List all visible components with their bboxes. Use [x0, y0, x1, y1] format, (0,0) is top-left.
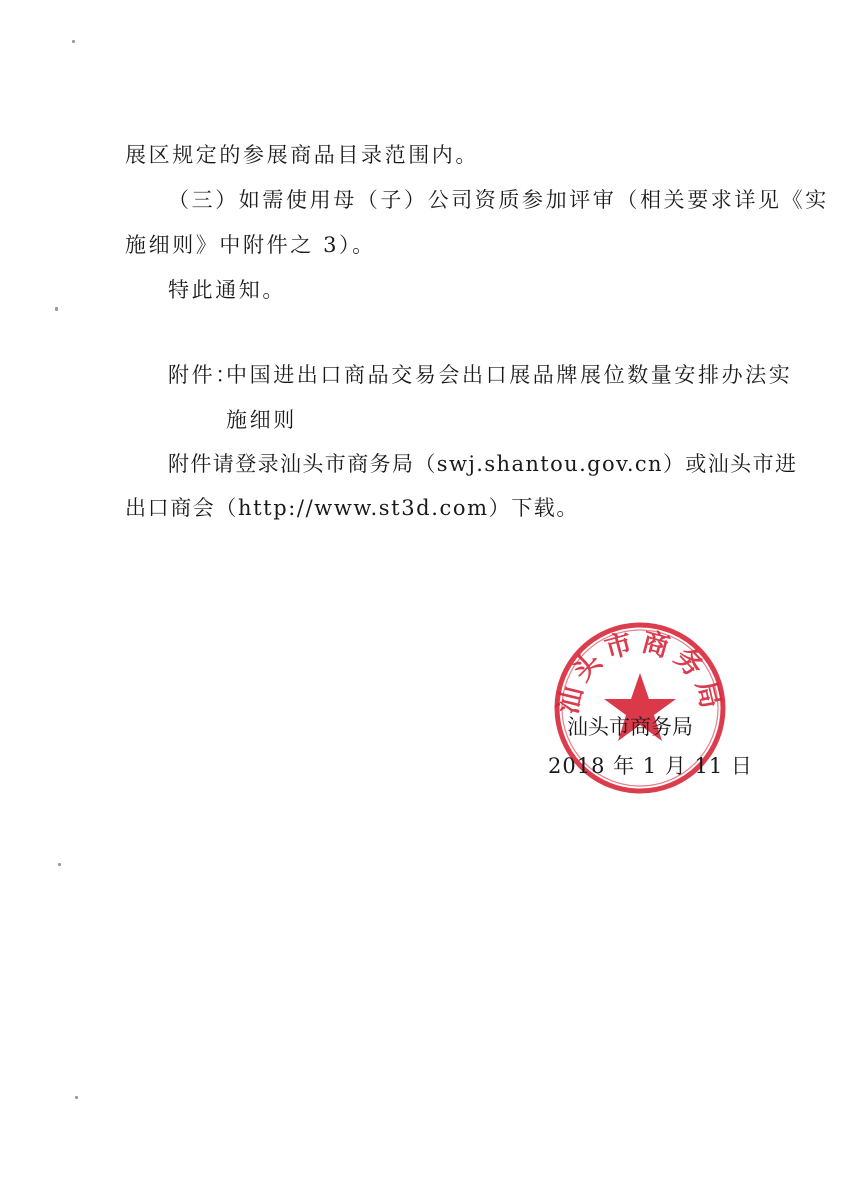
seal-text: 汕头市商务局	[553, 626, 727, 718]
paragraph-line: 施细则》中附件之 3）。	[125, 233, 376, 257]
closing-statement: 特此通知。	[168, 278, 286, 302]
scan-speck	[72, 40, 75, 43]
attachment-title: 中国进出口商品交易会出口展品牌展位数量安排办法实	[226, 363, 793, 387]
download-instruction: 附件请登录汕头市商务局（swj.shantou.gov.cn）或汕头市进	[168, 452, 798, 476]
scan-speck	[58, 863, 61, 866]
attachment-title: 施细则	[226, 408, 297, 432]
signing-organization: 汕头市商务局	[567, 715, 693, 739]
attachment-label: 附件：	[168, 363, 239, 387]
signing-date: 2018 年 1 月 11 日	[548, 754, 753, 778]
paragraph-line: 展区规定的参展商品目录范围内。	[125, 143, 479, 167]
download-instruction: 出口商会（http://www.st3d.com）下载。	[125, 496, 579, 520]
paragraph-line: （三）如需使用母（子）公司资质参加评审（相关要求详见《实	[168, 188, 829, 212]
scan-speck	[55, 307, 58, 311]
scan-speck	[75, 1096, 78, 1099]
